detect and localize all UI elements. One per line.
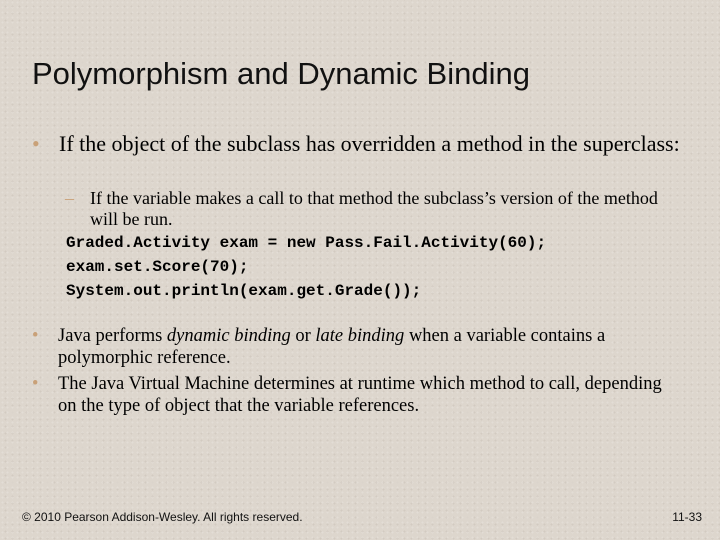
copyright-footer: © 2010 Pearson Addison-Wesley. All rights reserved. <box>22 510 303 524</box>
bullet-dot-icon: • <box>32 326 39 346</box>
slide-title: Polymorphism and Dynamic Binding <box>32 56 530 91</box>
bullet-text-part: or <box>290 326 316 346</box>
bullet-dot-icon: • <box>32 374 39 394</box>
slide-number: 11-33 <box>672 510 702 524</box>
emphasis-dynamic-binding: dynamic binding <box>166 326 291 346</box>
bullet-item <box>32 373 682 417</box>
bullet-text-part: when a variable contains a polymorphic reference. <box>58 326 606 368</box>
bullet-text-part: Java performs <box>58 326 167 346</box>
bullet-item <box>32 132 682 156</box>
bullet-dot-icon: • <box>32 131 40 156</box>
code-line: exam.set.Score(70); <box>66 258 249 276</box>
code-line: Graded.Activity exam = new Pass.Fail.Activity(60); <box>66 234 547 252</box>
code-line: System.out.println(exam.get.Grade()); <box>66 282 422 300</box>
bullet-text: The Java Virtual Machine determines at runtime which method to call, depending on the type of object that the variable references. <box>58 374 662 416</box>
sub-bullet-item <box>65 188 675 230</box>
emphasis-late-binding: late binding <box>315 326 405 346</box>
sub-bullet-text: If the variable makes a call to that method the subclass’s version of the method will be run. <box>90 188 658 229</box>
bullet-text: If the object of the subclass has overridden a method in the superclass: <box>59 131 680 156</box>
bullet-item <box>32 325 682 369</box>
bullet-text <box>32 325 682 369</box>
dash-icon: – <box>65 188 74 208</box>
